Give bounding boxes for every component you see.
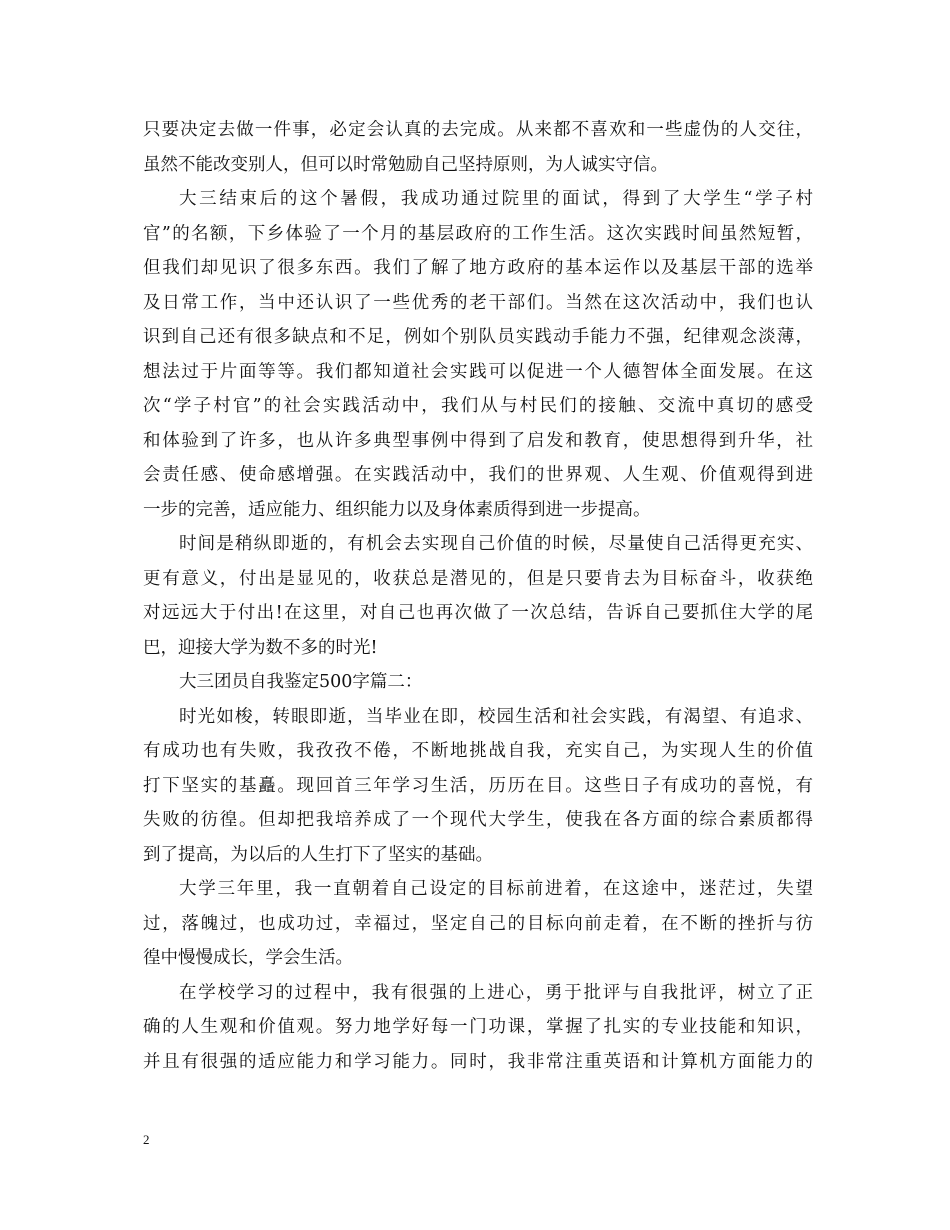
text-line: 时间是稍纵即逝的，有机会去实现自己价值的时候，尽量使自己活得更充实、: [179, 534, 813, 554]
text-line: 只要决定去做一件事，必定会认真的去完成。从来都不喜欢和一些虚伪的人交往，: [143, 120, 813, 140]
text-line: 更有意义，付出是显见的，收获总是潜见的，但是只要肯去为目标奋斗，收获绝: [143, 568, 813, 589]
text-line: 一步的完善，适应能力、组织能力以及身体素质得到进一步提高。: [143, 499, 651, 520]
text-line: 次“学子村官”的社会实践活动中，我们从与村民们的接触、交流中真切的感受: [143, 396, 813, 416]
text-line: 失败的彷徨。但却把我培养成了一个现代大学生，使我在各方面的综合素质都得: [143, 810, 813, 830]
text-line: 虽然不能改变别人，但可以时常勉励自己坚持原则，为人诚实守信。: [143, 154, 668, 175]
text-line: 识到自己还有很多缺点和不足，例如个别队员实践动手能力不强，纪律观念淡薄，: [143, 327, 813, 347]
text-line: 在学校学习的过程中，我有很强的上进心，勇于批评与自我批评，树立了正: [179, 982, 813, 1003]
text-line: 徨中慢慢成长，学会生活。: [143, 948, 353, 968]
text-line: 大三结束后的这个暑假，我成功通过院里的面试，得到了大学生“学子村: [179, 189, 813, 209]
text-line: 大三团员自我鉴定500字篇二：: [179, 672, 423, 692]
text-line: 对远远大于付出!在这里，对自己也再次做了一次总结，告诉自己要抓住大学的尾: [143, 603, 813, 623]
text-line: 官”的名额，下乡体验了一个月的基层政府的工作生活。这次实践时间虽然短暂，: [143, 223, 813, 244]
page-number: 2: [143, 1132, 150, 1147]
body-text: [143, 113, 813, 1079]
text-line: 到了提高，为以后的人生打下了坚实的基础。: [143, 844, 493, 865]
text-line: 会责任感、使命感增强。在实践活动中，我们的世界观、人生观、价值观得到进: [143, 465, 813, 485]
text-line: 并且有很强的适应能力和学习能力。同时，我非常注重英语和计算机方面能力的: [143, 1051, 813, 1072]
text-line: 打下坚实的基矗。现回首三年学习生活，历历在目。这些日子有成功的喜悦，有: [143, 775, 813, 796]
text-line: 巴，迎接大学为数不多的时光!: [143, 637, 378, 658]
text-line: 过，落魄过，也成功过，幸福过，坚定自己的目标向前走着，在不断的挫折与彷: [143, 913, 813, 934]
text-line: 及日常工作，当中还认识了一些优秀的老干部们。当然在这次活动中，我们也认: [143, 292, 813, 313]
text-line: 但我们却见识了很多东西。我们了解了地方政府的基本运作以及基层干部的选举: [143, 258, 813, 278]
text-line: 时光如梭，转眼即逝，当毕业在即，校园生活和社会实践，有渴望、有追求、: [179, 706, 813, 727]
text-line: 想法过于片面等等。我们都知道社会实践可以促进一个人德智体全面发展。在这: [143, 361, 813, 382]
text-line: 和体验到了许多，也从许多典型事例中得到了启发和教育，使思想得到升华，社: [143, 430, 813, 451]
text-line: 有成功也有失败，我孜孜不倦，不断地挑战自我，充实自己，为实现人生的价值: [143, 741, 813, 761]
text-line: 大学三年里，我一直朝着自己设定的目标前进着，在这途中，迷茫过，失望: [179, 879, 813, 899]
text-line: 确的人生观和价值观。努力地学好每一门功课，掌握了扎实的专业技能和知识，: [143, 1017, 813, 1037]
